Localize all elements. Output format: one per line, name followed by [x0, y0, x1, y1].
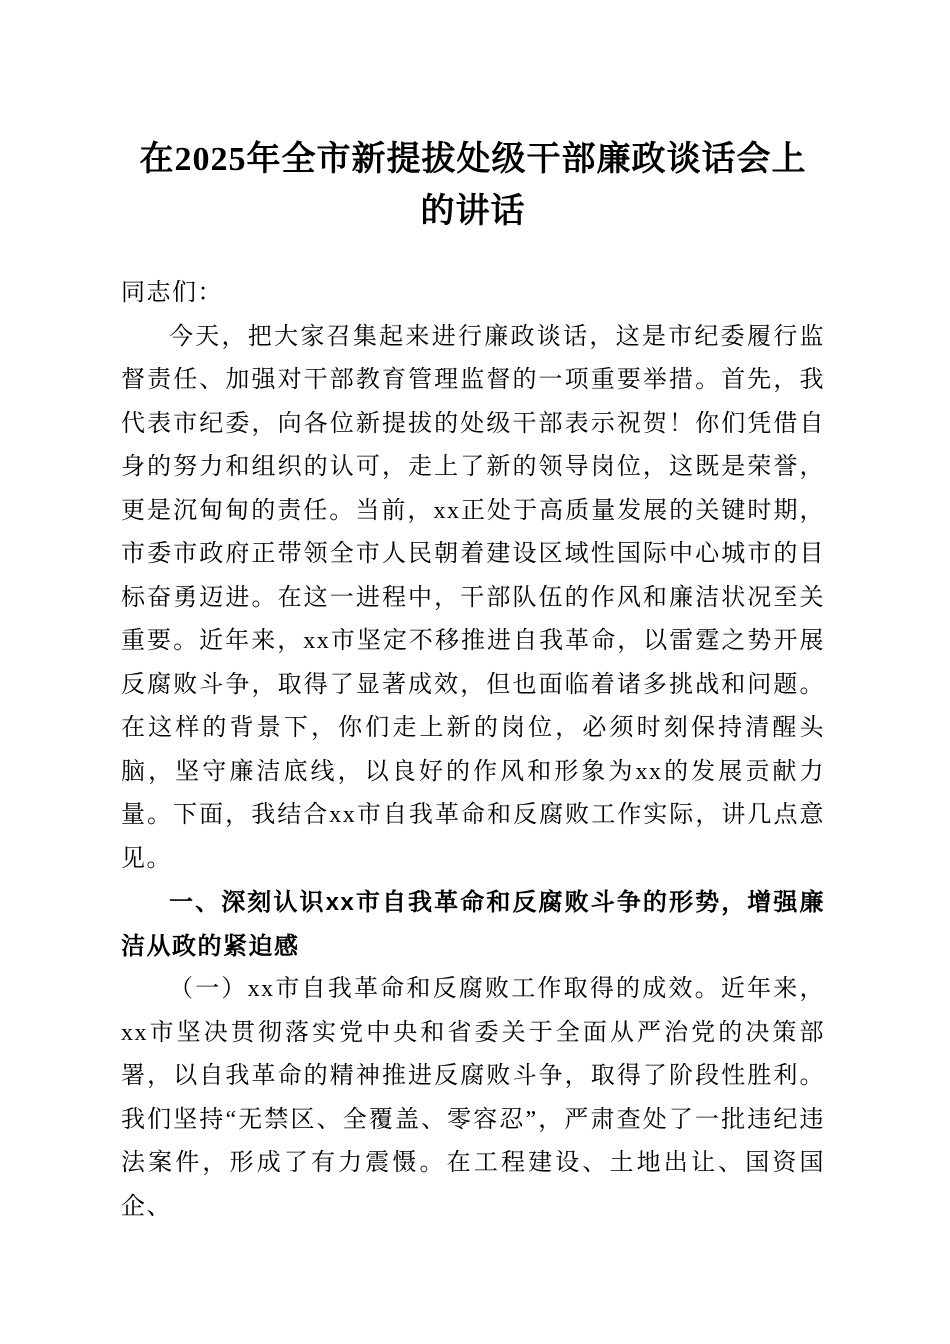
subsection-1-lead: （一）xx市自我革命和反腐败工作取得的成效。 [169, 976, 721, 1002]
document-title-line2: 的讲话 [420, 193, 526, 230]
salutation: 同志们： [121, 280, 223, 306]
paragraph-section1-sub1 [121, 968, 825, 1229]
document-title-line1: 在2025年全市新提拔处级干部廉政谈话会上 [139, 141, 807, 178]
paragraph-opening: 今天，把大家召集起来进行廉政谈话，这是市纪委履行监督责任、加强对干部教育管理监督的一项重要举措。首先，我代表市纪委，向各位新提拔的处级干部表示祝贺！你们凭借自身的努力和组织的认可，走上了新的领导岗位，这既是荣誉，更是沉甸甸的责任。当前，xx正处于高质量发展的关键时期，市委市政府正带领全市人民朝着建设区域性国际中心城市的目标奋勇迈进。在这一进程中，干部队伍的作风和廉洁状况至关重要。近年来，xx市坚定不移推进自我革命，以雷霆之势开展反腐败斗争，取得了显著成效，但也面临着诸多挑战和问题。在这样的背景下，你们走上新的岗位，必须时刻保持清醒头脑，坚守廉洁底线，以良好的作风和形象为xx的发展贡献力量。下面，我结合xx市自我革命和反腐败工作实际，讲几点意见。 [121, 323, 825, 872]
section-heading-1: 一、深刻认识xx市自我革命和反腐败斗争的形势，增强廉洁从政的紧迫感 [121, 889, 825, 960]
document-title [121, 134, 825, 238]
subsection-1-body: 近年来，xx市坚决贯彻落实党中央和省委关于全面从严治党的决策部署，以自我革命的精神推进反腐败斗争，取得了阶段性胜利。我们坚持“无禁区、全覆盖、零容忍”，严肃查处了一批违纪违法案件，形成了有力震慑。在工程建设、土地出让、国资国企、 [121, 976, 825, 1220]
